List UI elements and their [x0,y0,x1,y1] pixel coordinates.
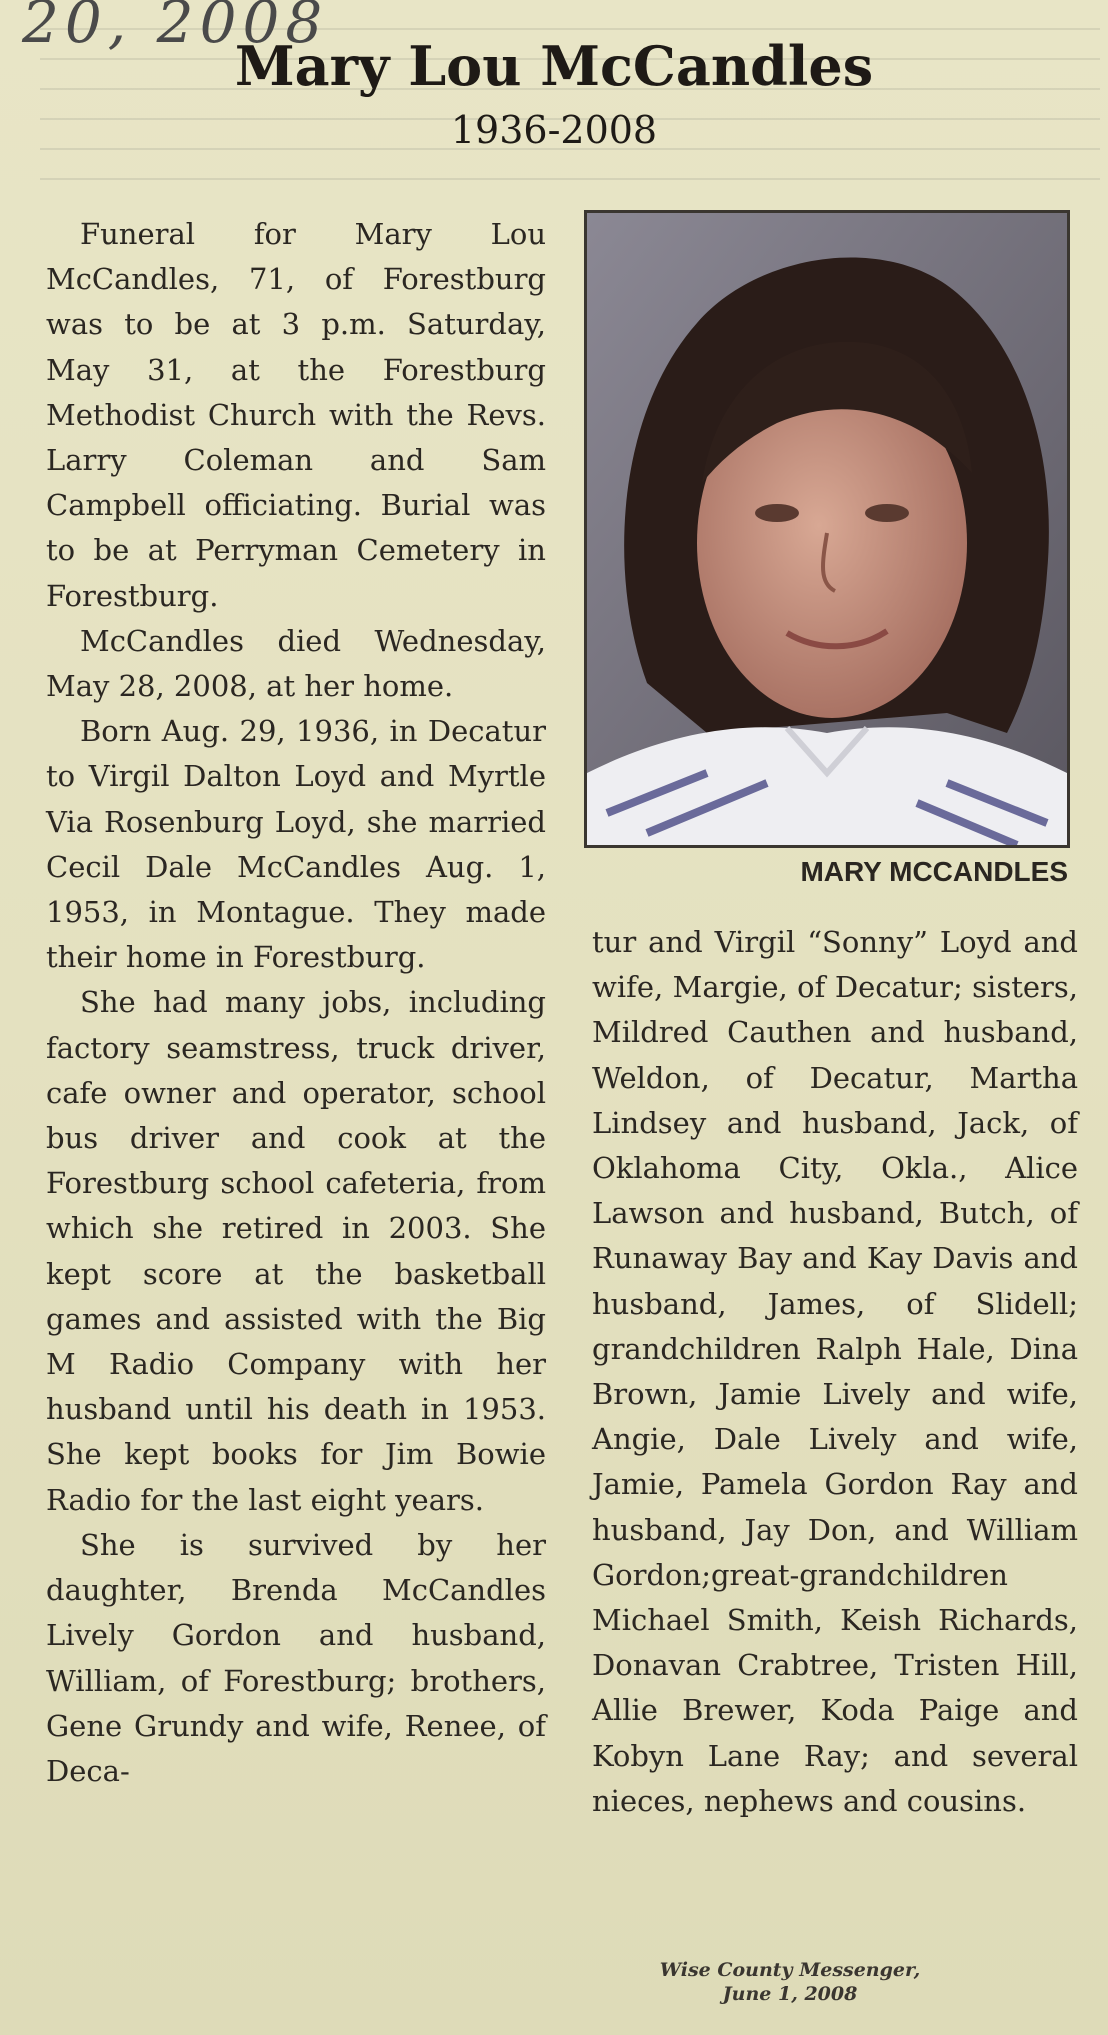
source-credit [640,1958,940,2006]
paragraph-birth: Born Aug. 29, 1936, in Decatur to Virgil Dalton Loyd and Myrtle Via Rosenburg Loyd, she married Cecil Dale McCandles Aug. 1, 1953, in Montague. They made their home in Forestburg. [46,714,546,975]
paragraph-survivors: She is survived by her daughter, Brenda McCandles Lively Gordon and husband, William, of Forestburg; brothers, Gene Grundy and wife, Renee, of Deca- [46,1527,546,1788]
credit-source: Wise County Messenger, [659,1959,921,1981]
article-column-left [46,212,546,1794]
obituary-title: Mary Lou McCandles [234,34,874,98]
paragraph-survivors-continued: tur and Virgil “Sonny” Loyd and wife, Margie, of Decatur; sisters, Mildred Cauthen and husband, Weldon, of Decatur, Martha Lindsey and husband, Jack, of Oklahoma City, Okla., Alice Lawson and husband, Butch, of Runaway Bay and Kay Davis and husband, James, of Slidell; grandchildren Ralph Hale, Dina Brown, Jamie Lively and wife, Angie, Dale Lively and wife, Jamie, Pamela Gordon Ray and husband, Jay Don, and William Gordon;great-grandchildren Michael Smith, Keish Richards, Donavan Crabtree, Tristen Hill, Allie Brewer, Koda Paige and Kobyn Lane Ray; and several nieces, nephews and cousins. [592,925,1078,1818]
credit-date: June 1, 2008 [722,1983,858,2005]
portrait-photo [584,210,1070,848]
article-column-right [592,920,1078,1824]
photo-caption: MARY MCCANDLES [800,856,1068,887]
paragraph-death: McCandles died Wednesday, May 28, 2008, at her home. [46,623,546,704]
paragraph-funeral: Funeral for Mary Lou McCandles, 71, of Forestburg was to be at 3 p.m. Saturday, May 31, at the Forestburg Methodist Church with the Revs. Larry Coleman and Sam Campbell officiating. Burial was to be at Perryman Cemetery in Forestburg. [46,217,546,613]
handwritten-date: 20, 2008 [22,0,329,56]
obituary-years: 1936-2008 [450,108,658,152]
paragraph-jobs: She had many jobs, including factory seamstress, truck driver, cafe owner and operator, school bus driver and cook at the Forestburg school cafeteria, from which she retired in 2003. She kept score at the basketball games and assisted with the Big M Radio Company with her husband until his death in 1953. She kept books for Jim Bowie Radio for the last eight years. [46,985,546,1517]
portrait-illustration [587,213,1067,845]
